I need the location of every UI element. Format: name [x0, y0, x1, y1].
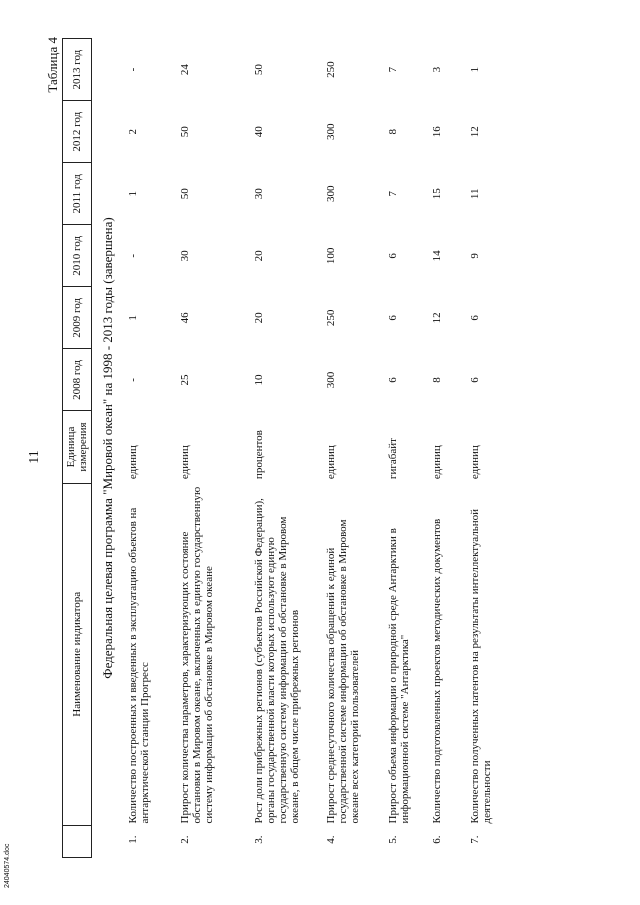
table-row — [174, 39, 248, 858]
indicator-name: Прирост объема информации о природной среде Антарктики в информационной системе "Антарктика" — [387, 528, 411, 824]
value-cell: 8 — [387, 128, 399, 135]
unit-cell: единиц — [469, 445, 481, 480]
indicator-name: Количество построенных и введенных в эксплуатацию объектов на антарктической станции Прогресс — [127, 507, 151, 824]
table-row — [464, 39, 504, 858]
value-cell: 300 — [325, 185, 337, 203]
row-number: 4. — [325, 835, 337, 844]
indicator-name: Количество полученных патентов на результаты интеллектуальной деятельности — [469, 508, 493, 824]
table-row — [320, 39, 382, 858]
header-year: 2011 год — [63, 163, 92, 225]
table-row — [248, 39, 320, 858]
unit-cell: гигабайт — [387, 438, 399, 480]
value-cell: 50 — [179, 126, 191, 138]
value-cell: 25 — [179, 374, 191, 386]
value-cell: 7 — [387, 66, 399, 73]
indicator-table — [62, 38, 504, 858]
header-year: 2009 год — [63, 287, 92, 349]
value-cell: - — [127, 378, 139, 382]
program-title: Федеральная целевая программа "Мировой океан" на 1998 - 2013 годы (завершена) — [100, 217, 115, 679]
value-cell: 250 — [325, 61, 337, 78]
value-cell: 12 — [431, 312, 443, 324]
header-num — [63, 825, 92, 857]
unit-cell: единиц — [179, 445, 191, 480]
value-cell: 6 — [387, 377, 399, 383]
rotated-table-page — [45, 38, 585, 858]
value-cell: 300 — [325, 371, 337, 389]
value-cell: 10 — [253, 374, 265, 386]
unit-cell: единиц — [127, 445, 139, 480]
value-cell: 9 — [469, 253, 481, 259]
value-cell: 11 — [469, 188, 481, 200]
value-cell: 6 — [387, 315, 399, 321]
unit-cell: процентов — [253, 430, 265, 480]
value-cell: 2 — [127, 128, 139, 135]
header-year: 2010 год — [63, 225, 92, 287]
document-filename: 24040574.doc — [4, 843, 11, 888]
value-cell: 12 — [469, 126, 481, 138]
value-cell: 50 — [253, 64, 265, 76]
value-cell: 250 — [325, 309, 337, 327]
value-cell: 30 — [179, 250, 191, 262]
value-cell: 50 — [179, 188, 191, 200]
header-year: 2013 год — [63, 39, 92, 101]
value-cell: 16 — [431, 126, 443, 138]
value-cell: 15 — [431, 188, 443, 200]
value-cell: - — [127, 67, 139, 72]
page-number: 11 — [27, 450, 42, 464]
row-number: 1. — [127, 835, 139, 844]
row-number: 2. — [179, 835, 191, 844]
row-number: 3. — [253, 835, 265, 844]
value-cell: 30 — [253, 188, 265, 200]
value-cell: 6 — [469, 377, 481, 383]
value-cell: 6 — [387, 253, 399, 259]
value-cell: 300 — [325, 123, 337, 140]
header-year: 2008 год — [63, 349, 92, 411]
row-number: 6. — [431, 835, 443, 844]
header-year: 2012 год — [63, 101, 92, 163]
table-row — [122, 39, 174, 858]
program-title-row — [92, 39, 123, 858]
unit-cell: единиц — [431, 445, 443, 480]
value-cell: 20 — [253, 312, 265, 324]
header-name: Наименование индикатора — [63, 483, 92, 825]
indicator-name: Количество подготовленных проектов методических документов — [431, 518, 443, 824]
table-label: Таблица 4 — [45, 37, 60, 93]
indicator-name: Прирост количества параметров, характеризующих состояние обстановки в Мировом океане, включенных в единую государственную систему информации об обстановке в Мировом океане — [179, 486, 215, 824]
value-cell: 100 — [325, 247, 337, 265]
value-cell: 3 — [431, 66, 443, 73]
value-cell: 8 — [431, 377, 443, 383]
value-cell: 46 — [179, 312, 191, 324]
indicator-name: Прирост среднесуточного количества обращений к единой государственной системе информации об обстановке в Мировом океане всех категорий пользователей — [325, 519, 361, 824]
table-row — [382, 39, 426, 858]
table-header-row — [63, 39, 92, 858]
header-unit: Единица измерения — [63, 411, 92, 483]
table-row — [426, 39, 464, 858]
row-number: 7. — [469, 835, 481, 844]
value-cell: 1 — [469, 66, 481, 73]
value-cell: 40 — [253, 126, 265, 138]
value-cell: 1 — [127, 315, 139, 321]
value-cell: 7 — [387, 191, 399, 197]
value-cell: - — [127, 254, 139, 258]
row-number: 5. — [387, 835, 399, 844]
value-cell: 6 — [469, 315, 481, 321]
value-cell: 1 — [127, 191, 139, 197]
value-cell: 24 — [179, 64, 191, 76]
unit-cell: единиц — [325, 445, 337, 480]
indicator-name: Рост доли прибрежных регионов (субъектов Российской Федерации), органы государственной власти которых используют единую государственную систему информации об обстановке в Мировом океане, в общем числе прибрежных регионов — [253, 498, 301, 824]
value-cell: 14 — [431, 250, 443, 262]
value-cell: 20 — [253, 250, 265, 262]
